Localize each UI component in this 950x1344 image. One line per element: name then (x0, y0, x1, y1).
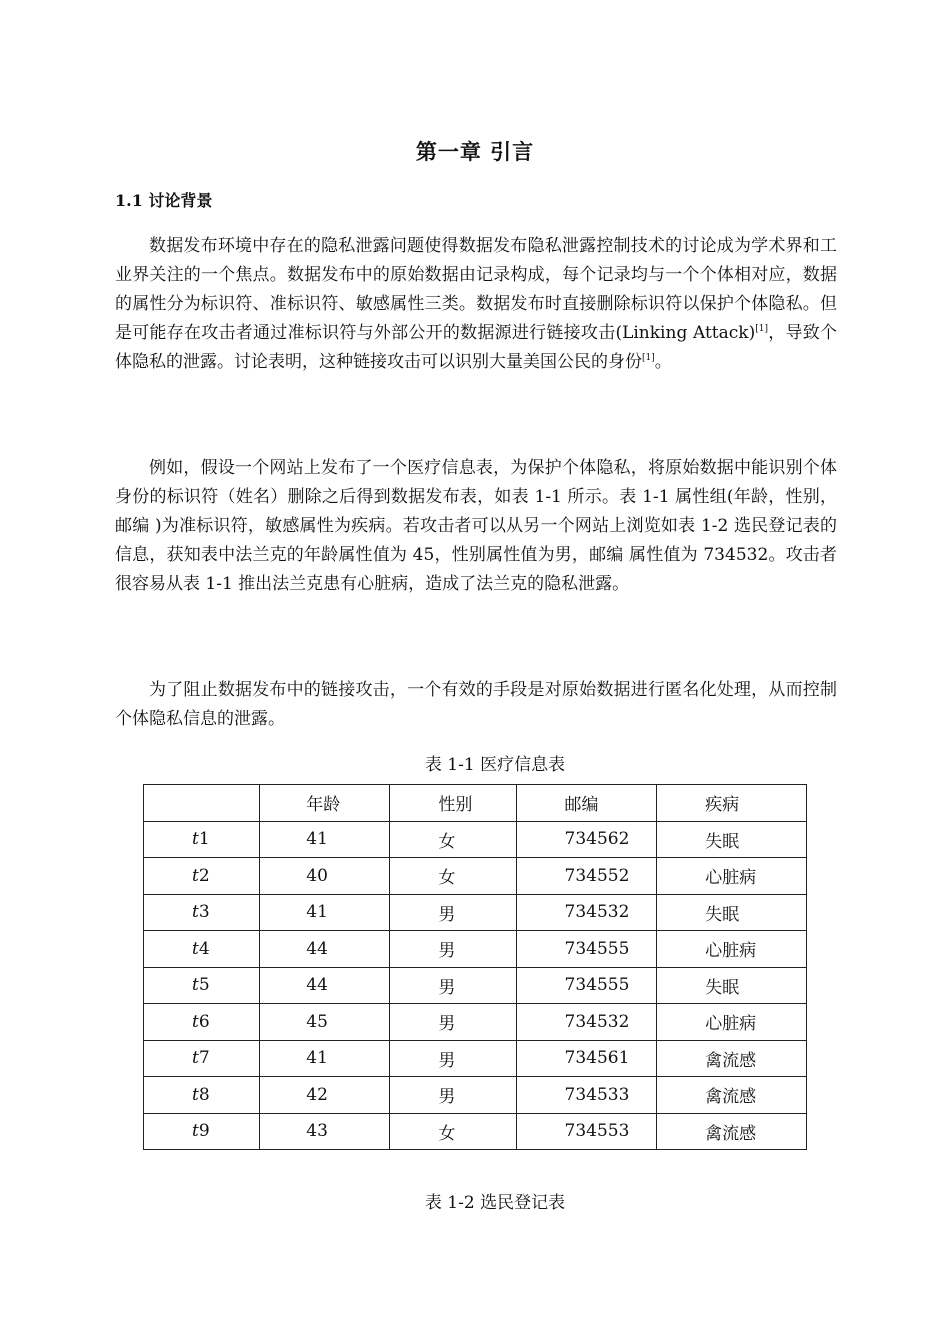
zip-cell: 734561 (516, 1040, 657, 1077)
age-cell: 41 (260, 1040, 390, 1077)
age-cell: 43 (260, 1113, 390, 1150)
sex-cell: 女 (390, 821, 516, 858)
table-row (144, 1004, 807, 1041)
zip-cell: 734532 (516, 894, 657, 931)
table-row (144, 858, 807, 895)
record-id-number: 4 (198, 938, 210, 959)
record-id-number: 6 (198, 1011, 210, 1032)
record-id-number: 7 (198, 1048, 210, 1069)
record-id-cell (144, 894, 260, 931)
disease-cell: 失眠 (657, 967, 807, 1004)
header-cell-zip: 邮编 (516, 785, 657, 822)
record-id-cell (144, 1040, 260, 1077)
citation-ref[interactable]: [1] (642, 353, 655, 363)
disease-cell: 心脏病 (657, 858, 807, 895)
citation-ref[interactable]: [1] (755, 324, 768, 334)
zip-cell: 734555 (516, 967, 657, 1004)
table-row (144, 931, 807, 968)
table-row (144, 1040, 807, 1077)
sex-cell: 男 (390, 1077, 516, 1114)
disease-cell: 禽流感 (657, 1113, 807, 1150)
record-id-prefix: t (192, 1121, 199, 1142)
section-title: 1.1 讨论背景 (115, 191, 213, 210)
paragraph-text: ，导致个体隐私的泄露。讨论表明，这种链接攻击可以识别大量美国公民的身份 (115, 323, 837, 372)
table2-caption: 表 1-2 选民登记表 (424, 1193, 566, 1213)
sex-cell: 男 (390, 967, 516, 1004)
record-id-prefix: t (192, 902, 199, 923)
table-row (144, 821, 807, 858)
record-id-number: 2 (198, 865, 210, 886)
age-cell: 44 (260, 931, 390, 968)
sex-cell: 男 (390, 894, 516, 931)
age-cell: 40 (260, 858, 390, 895)
paragraph-anonymization: 为了阻止数据发布中的链接攻击，一个有效的手段是对原始数据进行匿名化处理，从而控制个体隐私信息的泄露。 (115, 680, 837, 729)
age-cell: 42 (260, 1077, 390, 1114)
record-id-cell (144, 931, 260, 968)
zip-cell: 734552 (516, 858, 657, 895)
zip-cell: 734553 (516, 1113, 657, 1150)
record-id-prefix: t (192, 938, 199, 959)
disease-cell: 禽流感 (657, 1077, 807, 1114)
record-id-number: 9 (198, 1121, 210, 1142)
disease-cell: 禽流感 (657, 1040, 807, 1077)
age-cell: 41 (260, 894, 390, 931)
table-row (144, 894, 807, 931)
sex-cell: 女 (390, 858, 516, 895)
record-id-prefix: t (192, 1048, 199, 1069)
record-id-number: 5 (198, 975, 210, 996)
disease-cell: 失眠 (657, 821, 807, 858)
disease-cell: 心脏病 (657, 931, 807, 968)
sex-cell: 女 (390, 1113, 516, 1150)
zip-cell: 734562 (516, 821, 657, 858)
record-id-cell (144, 1004, 260, 1041)
record-id-prefix: t (192, 1084, 199, 1105)
record-id-number: 8 (198, 1084, 210, 1105)
age-cell: 44 (260, 967, 390, 1004)
disease-cell: 心脏病 (657, 1004, 807, 1041)
header-cell-disease: 疾病 (657, 785, 807, 822)
record-id-number: 3 (198, 902, 210, 923)
record-id-cell (144, 821, 260, 858)
medical-info-table (143, 784, 807, 1150)
age-cell: 45 (260, 1004, 390, 1041)
record-id-prefix: t (192, 975, 199, 996)
record-id-cell (144, 967, 260, 1004)
zip-cell: 734532 (516, 1004, 657, 1041)
header-cell-age: 年龄 (260, 785, 390, 822)
record-id-cell (144, 1077, 260, 1114)
sex-cell: 男 (390, 1004, 516, 1041)
record-id-prefix: t (192, 829, 199, 850)
table-row (144, 1077, 807, 1114)
header-cell-id (144, 785, 260, 822)
paragraph-text: 。 (654, 352, 672, 372)
table-row (144, 1113, 807, 1150)
chapter-title: 第一章 引言 (415, 139, 535, 164)
paragraph-text: 数据发布环境中存在的隐私泄露问题使得数据发布隐私泄露控制技术的讨论成为学术界和工业界关注的一个焦点。数据发布中的原始数据由记录构成，每个记录均与一个个体相对应，数据的属性分为标识符、准标识符、敏感属性三类。数据发布时直接删除标识符以保护个体隐私。但是可能存在攻击者通过准标识符与外部公开的数据源进行链接攻击(Linking Attack) (115, 236, 837, 343)
sex-cell: 男 (390, 931, 516, 968)
sex-cell: 男 (390, 1040, 516, 1077)
zip-cell: 734533 (516, 1077, 657, 1114)
record-id-number: 1 (198, 829, 210, 850)
record-id-prefix: t (192, 865, 199, 886)
disease-cell: 失眠 (657, 894, 807, 931)
record-id-cell (144, 858, 260, 895)
zip-cell: 734555 (516, 931, 657, 968)
header-cell-sex: 性别 (390, 785, 516, 822)
table-row (144, 967, 807, 1004)
paragraph-example: 例如，假设一个网站上发布了一个医疗信息表，为保护个体隐私，将原始数据中能识别个体身份的标识符（姓名）删除之后得到数据发布表，如表 1-1 所示。表 1-1 属性组(年龄，性别，邮编 )为准标识符，敏感属性为疾病。若攻击者可以从另一个网站上浏览如表 1-2 选民登记表的信息，获知表中法兰克的年龄属性值为 45，性别属性值为男，邮编 属性值为 734532。攻击者很容易从表 1-1 推出法兰克患有心脏病，造成了法兰克的隐私泄露。 (115, 458, 837, 594)
paragraph-background (115, 232, 837, 377)
table1-caption: 表 1-1 医疗信息表 (424, 755, 566, 775)
record-id-cell (144, 1113, 260, 1150)
age-cell: 41 (260, 821, 390, 858)
table-header-row (144, 785, 807, 822)
table-body (144, 821, 807, 1150)
record-id-prefix: t (192, 1011, 199, 1032)
